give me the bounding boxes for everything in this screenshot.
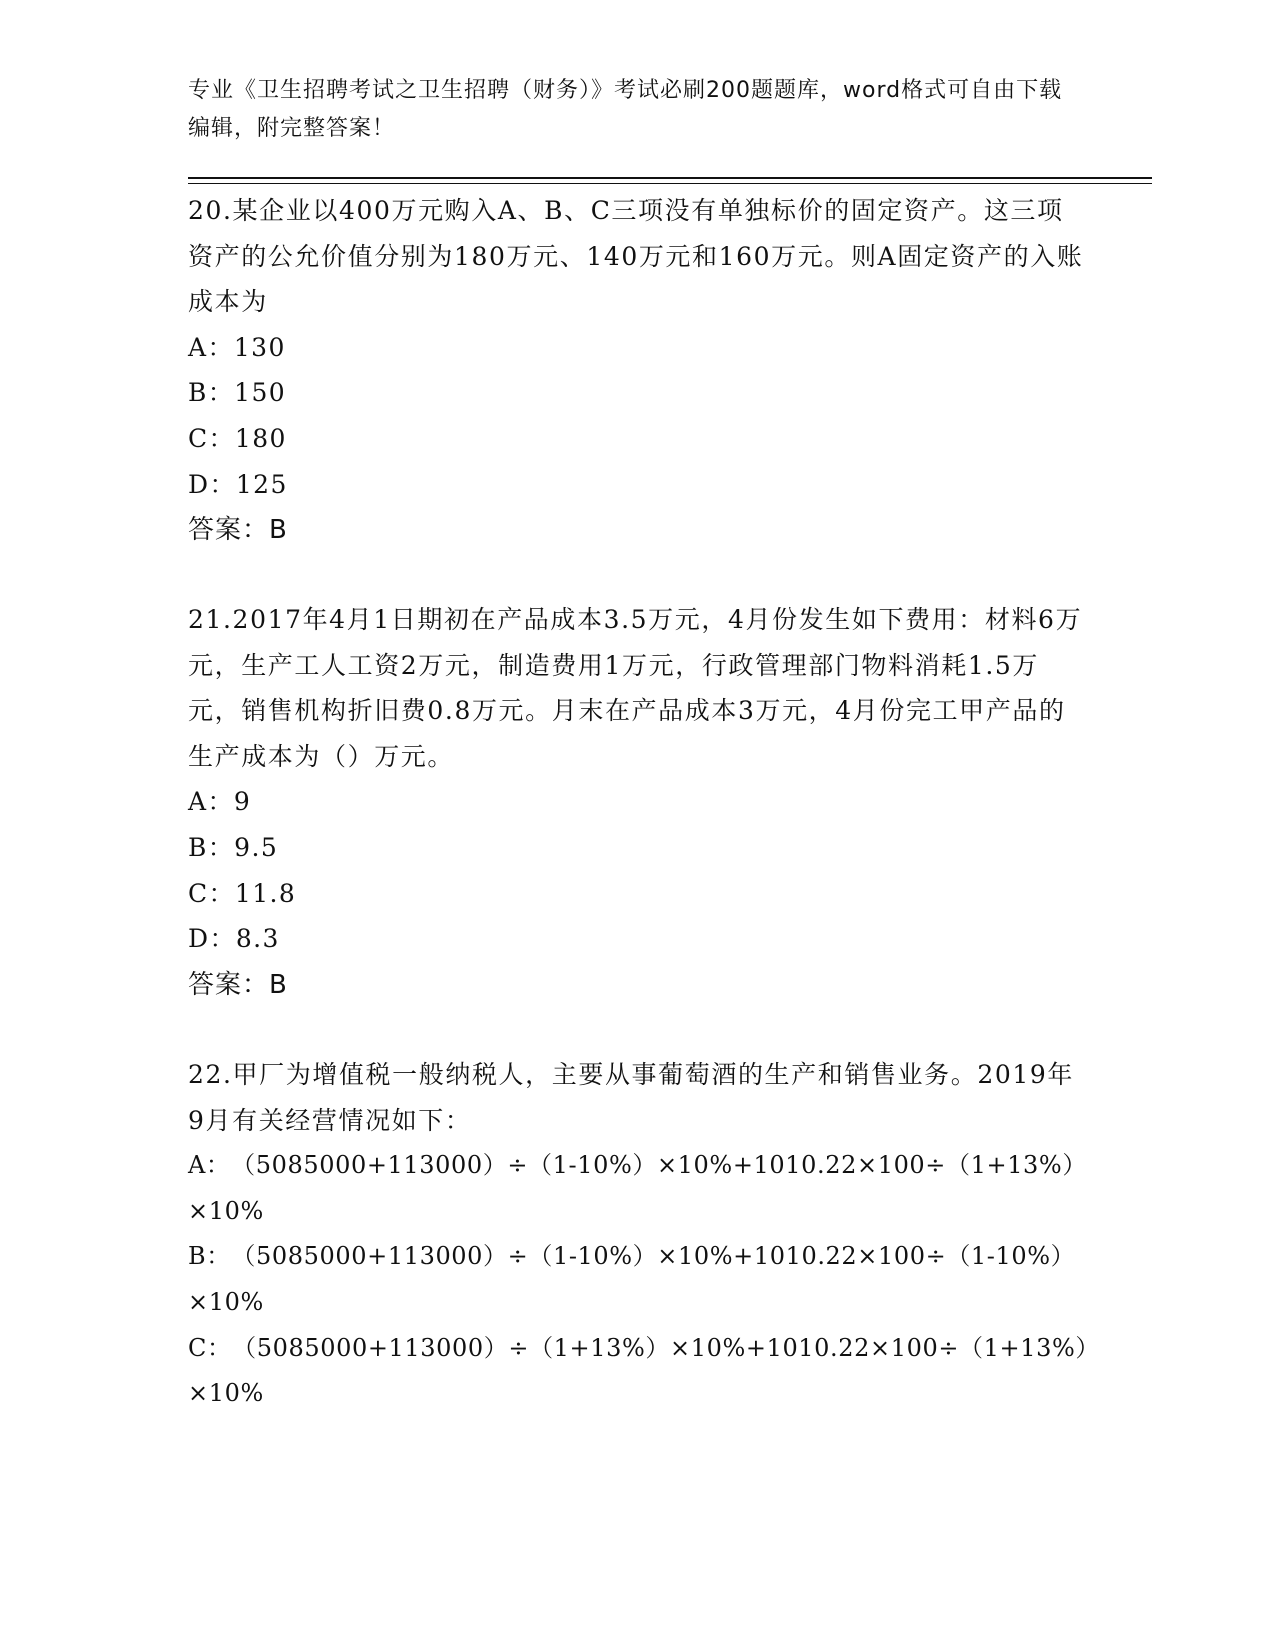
answer-line: 答案：B	[188, 969, 288, 1000]
option-b: B： （5085000+113000）÷（1-10%）×10%+1010.22×100÷（1-10%）×10%	[188, 1242, 1076, 1316]
option-a: A： （5085000+113000）÷（1-10%）×10%+1010.22×100÷（1+13%）×10%	[188, 1151, 1087, 1225]
question-20	[188, 188, 1088, 553]
option-b: B：150	[188, 378, 287, 408]
question-stem: 21.2017年4月1日期初在产品成本3.5万元，4月份发生如下费用：材料6万元，生产工人工资2万元，制造费用1万元，行政管理部门物料消耗1.5万元，销售机构折旧费0.8万元。月末在产品成本3万元，4月份完工甲产品的生产成本为（）万元。	[188, 605, 1083, 771]
option-b: B：9.5	[188, 832, 279, 862]
question-stem: 22.甲厂为增值税一般纳税人，主要从事葡萄酒的生产和销售业务。2019年9月有关经营情况如下：	[188, 1060, 1074, 1135]
answer-line: 答案：B	[188, 515, 288, 546]
document-header: 专业《卫生招聘考试之卫生招聘（财务）》考试必刷200题题库，word格式可自由下载编辑，附完整答案！	[188, 78, 1063, 141]
option-d: D：125	[188, 469, 288, 499]
option-c: C： （5085000+113000）÷（1+13%）×10%+1010.22×100÷（1+13%）×10%	[188, 1333, 1088, 1408]
option-d: D：8.3	[188, 924, 280, 954]
header-divider-thin	[188, 183, 1152, 184]
header-divider-thick	[188, 177, 1152, 179]
question-stem: 20.某企业以400万元购入A、B、C三项没有单独标价的固定资产。这三项资产的公允价值分别为180万元、140万元和160万元。则A固定资产的入账成本为	[188, 196, 1084, 317]
question-21	[188, 597, 1088, 1008]
option-c: C：11.8	[188, 878, 297, 908]
option-a: A：9	[188, 787, 252, 817]
option-a: A：130	[188, 332, 286, 362]
question-22	[188, 1052, 1088, 1417]
option-c: C：180	[188, 423, 287, 453]
